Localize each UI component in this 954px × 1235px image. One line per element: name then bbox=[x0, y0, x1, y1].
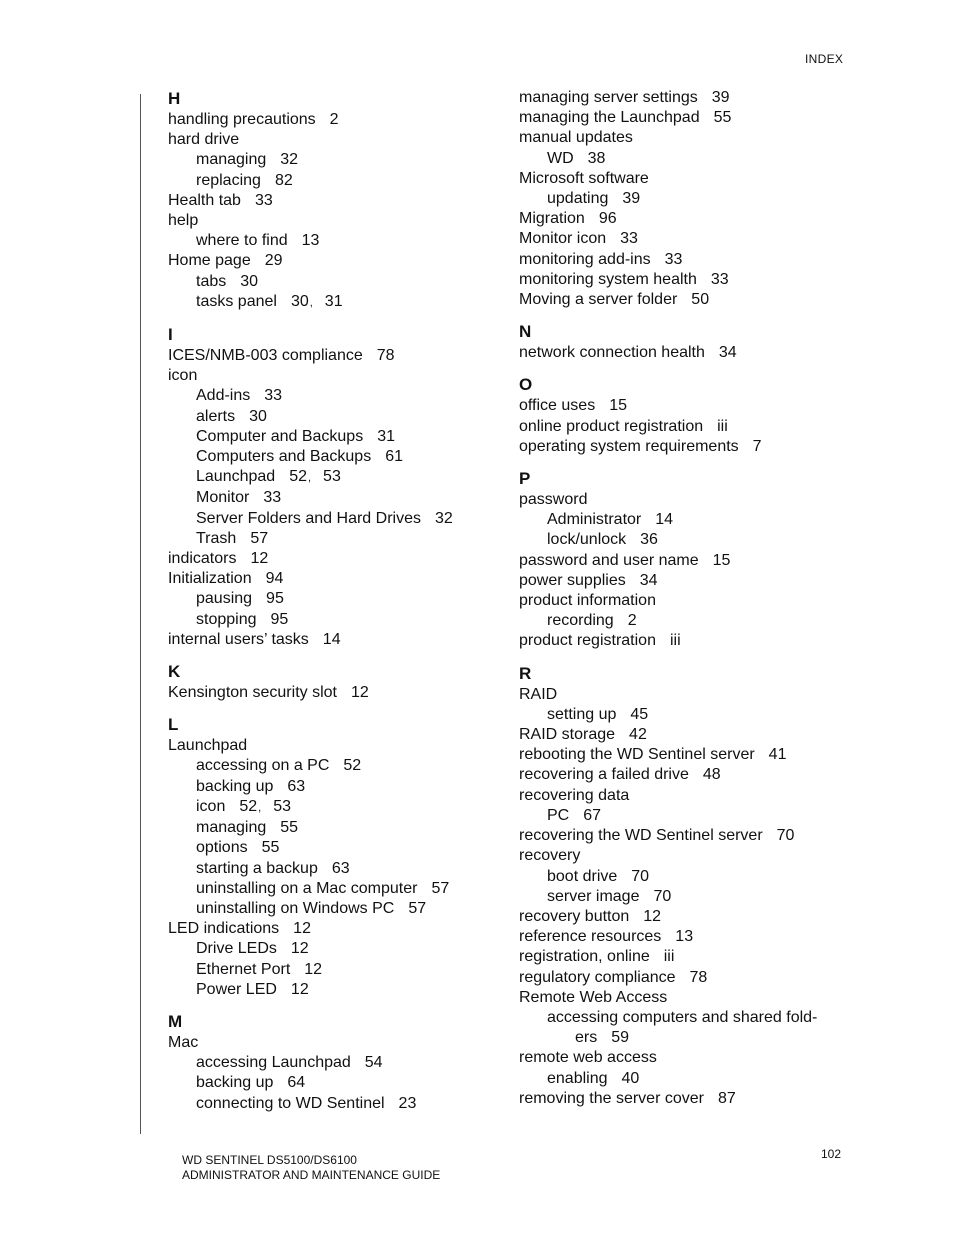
entry-term: Drive LEDs bbox=[196, 940, 277, 958]
entry-term: managing server settings bbox=[519, 89, 698, 106]
index-entry bbox=[519, 290, 854, 310]
entry-term: managing bbox=[196, 151, 267, 169]
index-section bbox=[168, 324, 503, 650]
page-reference[interactable]: 12 bbox=[350, 684, 369, 702]
page-reference[interactable]: 67 bbox=[583, 806, 602, 824]
index-entry bbox=[168, 346, 503, 366]
page-reference[interactable]: 94 bbox=[265, 570, 284, 588]
index-entry bbox=[519, 270, 854, 290]
index-subentry bbox=[168, 447, 503, 467]
entry-term: office uses bbox=[519, 397, 596, 415]
entry-term: Computers and Backups bbox=[196, 448, 372, 466]
page-reference[interactable]: 33 bbox=[710, 270, 729, 288]
section-letter: P bbox=[519, 469, 531, 489]
page-reference[interactable]: iii bbox=[663, 948, 675, 966]
entry-term: WD bbox=[547, 149, 574, 167]
entry-term: Server Folders and Hard Drives bbox=[196, 509, 421, 527]
index-entry bbox=[519, 631, 854, 651]
page-reference[interactable]: 31 bbox=[377, 427, 395, 445]
index-entry bbox=[519, 1089, 854, 1109]
entry-term: icon bbox=[196, 797, 226, 815]
index-subentry bbox=[168, 1073, 503, 1093]
index-entry bbox=[168, 736, 503, 756]
index-subentry bbox=[168, 171, 503, 191]
entry-term: Initialization bbox=[168, 570, 252, 588]
index-subentry bbox=[519, 149, 854, 169]
page-reference[interactable]: 63 bbox=[287, 777, 306, 795]
entry-term: handling precautions bbox=[168, 111, 316, 128]
entry-term: backing up bbox=[196, 777, 274, 795]
index-entry bbox=[168, 919, 503, 939]
entry-term: PC bbox=[547, 806, 570, 824]
index-subentry bbox=[168, 980, 503, 1000]
page-separator: , bbox=[307, 472, 312, 485]
page-reference[interactable]: 2 bbox=[329, 111, 339, 128]
index-entry bbox=[519, 947, 854, 967]
entry-term: tabs bbox=[196, 272, 227, 290]
index-entry bbox=[519, 551, 854, 571]
page-reference[interactable]: 12 bbox=[290, 980, 309, 998]
index-entry bbox=[519, 209, 854, 229]
entry-term: regulatory compliance bbox=[519, 968, 676, 986]
page-reference[interactable]: 42 bbox=[629, 726, 647, 744]
entry-term: rebooting the WD Sentinel server bbox=[519, 746, 755, 764]
page-reference[interactable]: 12 bbox=[304, 960, 323, 978]
index-entry bbox=[519, 765, 854, 785]
entry-term: network connection health bbox=[519, 344, 705, 362]
page-reference[interactable]: 50 bbox=[691, 291, 710, 309]
index-subentry bbox=[168, 509, 503, 529]
footer-page-number: 102 bbox=[821, 1147, 842, 1161]
index-subentry bbox=[168, 818, 503, 838]
footer-title-line1: WD SENTINEL DS5100/DS6100 bbox=[182, 1153, 357, 1167]
page-reference[interactable]: 39 bbox=[711, 89, 730, 106]
entry-term: online product registration bbox=[519, 417, 704, 435]
header-section-label: INDEX bbox=[805, 52, 844, 66]
index-entry bbox=[519, 490, 854, 510]
index-subentry bbox=[168, 231, 503, 251]
index-subentry bbox=[519, 1008, 854, 1048]
index-entry bbox=[168, 366, 503, 386]
index-subentry bbox=[168, 1053, 503, 1073]
entry-term: LED indications bbox=[168, 920, 280, 938]
entry-term: alerts bbox=[196, 407, 236, 425]
page-reference[interactable]: 32 bbox=[434, 509, 453, 527]
page-reference[interactable]: 70 bbox=[653, 887, 672, 905]
page-reference[interactable]: 31 bbox=[324, 292, 343, 310]
entry-term: replacing bbox=[196, 171, 261, 189]
index-entry bbox=[519, 988, 854, 1008]
page-reference[interactable]: 7 bbox=[752, 437, 762, 455]
index-subentry bbox=[168, 756, 503, 776]
section-letter: O bbox=[519, 375, 533, 395]
index-entry bbox=[519, 229, 854, 249]
index-entry bbox=[519, 343, 854, 363]
entry-term: lock/unlock bbox=[547, 531, 627, 549]
entry-term: recovery bbox=[519, 847, 581, 865]
entry-term: stopping bbox=[196, 610, 257, 628]
entry-term: accessing computers and shared fold-ers bbox=[547, 1008, 818, 1047]
entry-term: reference resources bbox=[519, 928, 662, 946]
index-subentry bbox=[168, 859, 503, 879]
index-entry bbox=[168, 630, 503, 650]
index-subentry bbox=[519, 510, 854, 530]
entry-term: recovering a failed drive bbox=[519, 766, 689, 784]
index-entry bbox=[519, 169, 854, 189]
index-section bbox=[168, 1011, 503, 1114]
index-entry bbox=[168, 191, 503, 211]
page-reference[interactable]: 52 bbox=[343, 757, 362, 775]
entry-term: Moving a server folder bbox=[519, 291, 678, 309]
entry-term: remote web access bbox=[519, 1049, 657, 1067]
page-reference[interactable]: 33 bbox=[264, 387, 283, 405]
index-subentry bbox=[168, 797, 503, 818]
page-reference[interactable]: 33 bbox=[620, 230, 638, 248]
index-subentry bbox=[168, 939, 503, 959]
entry-term: options bbox=[196, 839, 248, 857]
index-entry bbox=[519, 437, 854, 457]
page-reference[interactable]: 34 bbox=[718, 344, 737, 362]
page-reference[interactable]: 33 bbox=[263, 489, 282, 507]
entry-term: registration, online bbox=[519, 948, 650, 966]
entry-term: where to find bbox=[196, 232, 288, 250]
entry-term: pausing bbox=[196, 590, 253, 608]
page-reference[interactable]: 13 bbox=[301, 232, 320, 250]
index-subentry bbox=[168, 838, 503, 858]
index-section bbox=[519, 88, 854, 310]
index-entry bbox=[168, 211, 503, 231]
index-entry bbox=[519, 250, 854, 270]
page-reference[interactable]: 12 bbox=[250, 550, 269, 568]
index-subentry bbox=[519, 189, 854, 209]
page-reference[interactable]: 30 bbox=[249, 407, 267, 425]
page-reference[interactable]: 34 bbox=[639, 571, 658, 589]
entry-term: Monitor icon bbox=[519, 230, 607, 248]
entry-term: Health tab bbox=[168, 191, 241, 209]
page-reference[interactable]: 40 bbox=[621, 1069, 640, 1087]
entry-term: accessing Launchpad bbox=[196, 1054, 351, 1072]
index-subentry bbox=[168, 272, 503, 292]
index-subentry bbox=[168, 467, 503, 488]
index-subentry bbox=[519, 887, 854, 907]
entry-term: Kensington security slot bbox=[168, 684, 337, 702]
page-reference[interactable]: 32 bbox=[280, 151, 299, 169]
page-reference[interactable]: 33 bbox=[664, 250, 683, 268]
entry-term: boot drive bbox=[547, 867, 618, 885]
index-entry bbox=[168, 1033, 503, 1053]
page-reference[interactable]: 14 bbox=[322, 630, 341, 648]
index-section bbox=[168, 661, 503, 703]
entry-term: Power LED bbox=[196, 980, 277, 998]
page-reference[interactable]: 55 bbox=[261, 839, 280, 857]
page-reference[interactable]: 57 bbox=[431, 879, 450, 897]
entry-term: Trash bbox=[196, 529, 237, 547]
entry-term: Monitor bbox=[196, 489, 250, 507]
page-reference[interactable]: 53 bbox=[323, 468, 341, 486]
index-entry bbox=[519, 108, 854, 128]
page-reference[interactable]: 36 bbox=[640, 531, 658, 549]
page-reference[interactable]: 39 bbox=[622, 190, 641, 208]
section-letter: M bbox=[168, 1011, 183, 1031]
index-subentry bbox=[168, 879, 503, 899]
page-reference[interactable]: 55 bbox=[280, 819, 299, 837]
entry-term: recording bbox=[547, 612, 614, 630]
index-section bbox=[519, 374, 854, 457]
page-reference[interactable]: 52 bbox=[239, 797, 258, 815]
index-entry bbox=[168, 683, 503, 703]
entry-term: managing the Launchpad bbox=[519, 109, 700, 127]
index-subentry bbox=[168, 427, 503, 447]
index-subentry bbox=[168, 960, 503, 980]
entry-term: Microsoft software bbox=[519, 169, 649, 187]
page-reference[interactable]: 15 bbox=[609, 397, 627, 415]
section-letter: R bbox=[519, 663, 532, 683]
entry-term: RAID storage bbox=[519, 726, 616, 744]
index-subentry bbox=[168, 589, 503, 609]
page-reference[interactable]: 55 bbox=[713, 109, 732, 127]
page-reference[interactable]: 61 bbox=[385, 448, 403, 466]
entry-term: Mac bbox=[168, 1033, 199, 1051]
page-reference[interactable]: 15 bbox=[712, 551, 731, 569]
index-subentry bbox=[519, 705, 854, 725]
entry-term: uninstalling on a Mac computer bbox=[196, 879, 418, 897]
section-letter: I bbox=[168, 325, 173, 345]
index-subentry bbox=[168, 150, 503, 170]
page-reference[interactable]: 64 bbox=[287, 1074, 306, 1092]
page-reference[interactable]: 63 bbox=[331, 859, 350, 877]
index-entry bbox=[519, 396, 854, 416]
entry-term: managing bbox=[196, 819, 267, 837]
entry-term: starting a backup bbox=[196, 859, 318, 877]
page-reference[interactable]: 12 bbox=[293, 920, 311, 938]
page-reference[interactable]: 14 bbox=[655, 511, 674, 529]
entry-term: tasks panel bbox=[196, 292, 277, 310]
page-reference[interactable]: 2 bbox=[627, 612, 637, 630]
page-reference[interactable]: 41 bbox=[768, 746, 787, 764]
page-reference[interactable]: 57 bbox=[250, 529, 269, 547]
index-section bbox=[519, 468, 854, 652]
entry-term: updating bbox=[547, 190, 609, 208]
page-reference[interactable]: 70 bbox=[631, 867, 650, 885]
entry-term: uninstalling on Windows PC bbox=[196, 899, 395, 917]
entry-term: Home page bbox=[168, 252, 251, 270]
entry-term: product registration bbox=[519, 632, 656, 650]
entry-term: password and user name bbox=[519, 551, 699, 569]
index-entry bbox=[168, 251, 503, 271]
left-margin-rule bbox=[140, 94, 141, 1134]
index-column-right bbox=[519, 88, 854, 1109]
index-entry bbox=[519, 846, 854, 866]
index-entry bbox=[519, 907, 854, 927]
page-reference[interactable]: 54 bbox=[364, 1054, 383, 1072]
index-subentry bbox=[168, 529, 503, 549]
entry-term: product information bbox=[519, 592, 656, 610]
page-reference[interactable]: 70 bbox=[776, 827, 795, 845]
entry-term: connecting to WD Sentinel bbox=[196, 1094, 385, 1112]
index-section bbox=[168, 714, 503, 1000]
index-entry bbox=[519, 571, 854, 591]
index-entry bbox=[168, 569, 503, 589]
index-subentry bbox=[168, 1094, 503, 1114]
page-reference[interactable]: 52 bbox=[289, 468, 307, 486]
entry-term: monitoring add-ins bbox=[519, 250, 651, 268]
index-subentry bbox=[519, 611, 854, 631]
entry-term: Computer and Backups bbox=[196, 427, 364, 445]
page-reference[interactable]: 82 bbox=[274, 171, 293, 189]
index-subentry bbox=[168, 292, 503, 313]
entry-term: manual updates bbox=[519, 129, 633, 147]
index-section bbox=[168, 88, 503, 313]
entry-term: recovering data bbox=[519, 786, 630, 804]
index-entry bbox=[519, 968, 854, 988]
entry-term: recovery button bbox=[519, 907, 630, 925]
footer-title-line2: ADMINISTRATOR AND MAINTENANCE GUIDE bbox=[182, 1168, 441, 1182]
index-section bbox=[519, 321, 854, 363]
index-entry bbox=[519, 417, 854, 437]
entry-term: indicators bbox=[168, 550, 237, 568]
page-reference[interactable]: 78 bbox=[376, 347, 395, 365]
page-reference[interactable]: iii bbox=[669, 632, 681, 650]
section-letter: K bbox=[168, 662, 181, 682]
index-subentry bbox=[519, 530, 854, 550]
page-separator: , bbox=[258, 801, 262, 814]
index-subentry bbox=[168, 386, 503, 406]
index-entry bbox=[519, 685, 854, 705]
section-letter: L bbox=[168, 715, 179, 735]
index-section bbox=[519, 663, 854, 1109]
index-column-left bbox=[168, 88, 503, 1114]
entry-term: Add-ins bbox=[196, 387, 251, 405]
index-subentry bbox=[168, 610, 503, 630]
page-reference[interactable]: 53 bbox=[273, 797, 292, 815]
entry-term: removing the server cover bbox=[519, 1089, 704, 1107]
page-reference[interactable]: 29 bbox=[264, 252, 283, 270]
page-reference[interactable]: 45 bbox=[630, 705, 649, 723]
page-reference[interactable]: 59 bbox=[611, 1029, 630, 1047]
index-entry bbox=[519, 128, 854, 148]
index-subentry bbox=[519, 806, 854, 826]
page-reference[interactable]: 95 bbox=[266, 590, 284, 608]
index-entry bbox=[168, 130, 503, 150]
index-subentry bbox=[168, 407, 503, 427]
entry-term: password bbox=[519, 491, 588, 509]
entry-term: icon bbox=[168, 367, 198, 385]
page-reference[interactable]: 95 bbox=[270, 610, 289, 628]
entry-term: monitoring system health bbox=[519, 270, 697, 288]
page-reference[interactable]: 87 bbox=[717, 1089, 736, 1107]
page-reference[interactable]: 30 bbox=[290, 292, 309, 310]
entry-term: internal users’ tasks bbox=[168, 630, 309, 648]
page-reference[interactable]: 96 bbox=[598, 210, 617, 228]
section-letter: H bbox=[168, 89, 181, 108]
entry-term: Ethernet Port bbox=[196, 960, 291, 978]
index-entry bbox=[519, 786, 854, 806]
entry-term: backing up bbox=[196, 1074, 274, 1092]
entry-term: recovering the WD Sentinel server bbox=[519, 827, 763, 845]
index-entry bbox=[519, 1048, 854, 1068]
entry-term: server image bbox=[547, 887, 640, 905]
index-entry bbox=[519, 745, 854, 765]
index-entry bbox=[519, 927, 854, 947]
entry-term: hard drive bbox=[168, 131, 240, 149]
page-reference[interactable]: 23 bbox=[398, 1094, 417, 1112]
index-entry bbox=[519, 88, 854, 108]
footer-document-title bbox=[182, 1153, 440, 1183]
page-reference[interactable]: 38 bbox=[587, 149, 606, 167]
index-entry bbox=[519, 591, 854, 611]
page-reference[interactable]: iii bbox=[717, 417, 728, 435]
page-reference[interactable]: 57 bbox=[408, 899, 427, 917]
page-reference[interactable]: 30 bbox=[240, 272, 259, 290]
entry-term: help bbox=[168, 212, 199, 230]
entry-term: Migration bbox=[519, 210, 585, 228]
page-reference[interactable]: 12 bbox=[290, 940, 309, 958]
page-reference[interactable]: 12 bbox=[643, 907, 662, 925]
page-reference[interactable]: 78 bbox=[689, 968, 708, 986]
entry-term: enabling bbox=[547, 1069, 608, 1087]
entry-term: Launchpad bbox=[168, 737, 248, 755]
index-entry bbox=[168, 110, 503, 130]
index-entry bbox=[519, 725, 854, 745]
index-subentry bbox=[168, 777, 503, 797]
entry-term: Administrator bbox=[547, 511, 642, 529]
index-entry bbox=[168, 549, 503, 569]
index-entry bbox=[519, 826, 854, 846]
index-subentry bbox=[168, 488, 503, 508]
section-letter: N bbox=[519, 322, 532, 342]
entry-term: operating system requirements bbox=[519, 437, 739, 455]
entry-term: ICES/NMB-003 compliance bbox=[168, 347, 363, 365]
entry-term: setting up bbox=[547, 705, 617, 723]
index-subentry bbox=[519, 1069, 854, 1089]
index-subentry bbox=[519, 867, 854, 887]
page-separator: , bbox=[309, 296, 313, 309]
page-reference[interactable]: 13 bbox=[675, 928, 694, 946]
entry-term: power supplies bbox=[519, 571, 626, 589]
page-reference[interactable]: 33 bbox=[254, 191, 273, 209]
entry-term: Launchpad bbox=[196, 468, 276, 486]
entry-term: accessing on a PC bbox=[196, 757, 330, 775]
entry-term: RAID bbox=[519, 685, 558, 703]
page-reference[interactable]: 48 bbox=[702, 766, 721, 784]
entry-term: Remote Web Access bbox=[519, 988, 668, 1006]
index-subentry bbox=[168, 899, 503, 919]
